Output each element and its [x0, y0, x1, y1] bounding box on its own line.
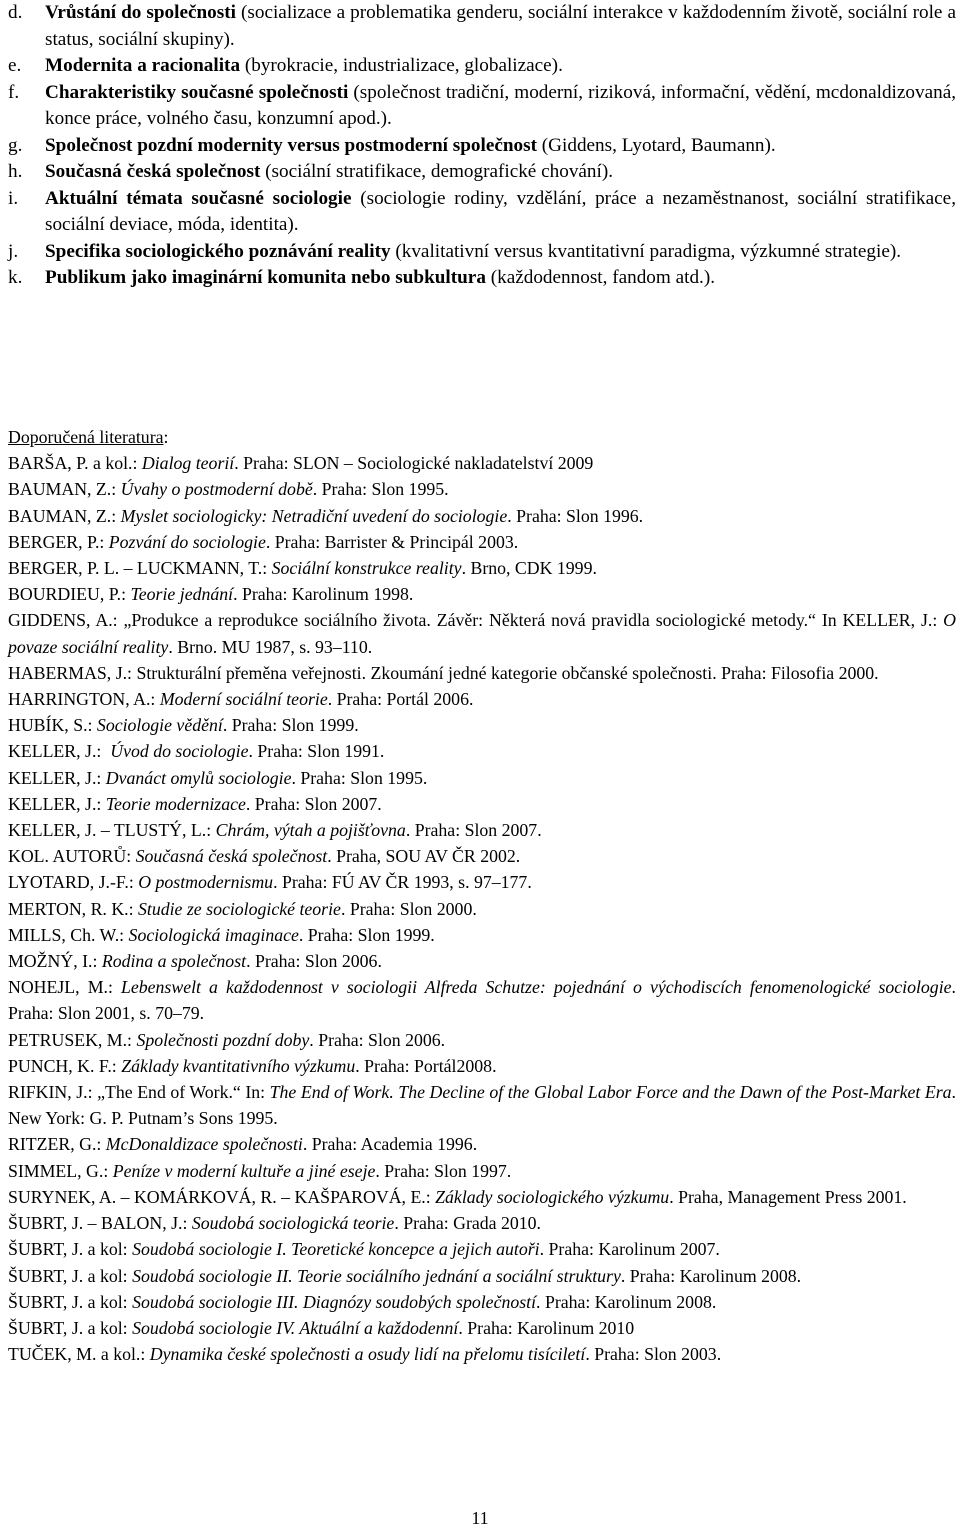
entry-author: BAUMAN, Z.: [8, 479, 121, 500]
topic-list [8, 0, 956, 292]
entry-author: GIDDENS, A.: „Produkce a reprodukce sociálního života. Závěr: Některá nová pravidla sociologické metody.“ In KELLER, J.: [8, 610, 944, 631]
entry-title: Základy kvantitativního výzkumu [121, 1055, 356, 1076]
topic-title: Publikum jako imaginární komunita nebo subkultura [45, 267, 486, 288]
entry-author: MILLS, Ch. W.: [8, 924, 129, 945]
topic-title: Vrůstání do společnosti [45, 2, 236, 23]
entry-author: KELLER, J.: [8, 793, 106, 814]
entry-publication: . Praha: Slon 2006. [246, 951, 382, 972]
entry-author: BERGER, P. L. – LUCKMANN, T.: [8, 558, 272, 579]
entry-title: Lebenswelt a každodennost v sociologii Alfreda Schutze: pojednání o východiscích fenomenologické sociologie [120, 977, 952, 998]
entry-title: Soudobá sociologie II. Teorie sociálního jednání a sociální struktury [132, 1265, 621, 1286]
entry-title: McDonaldizace společnosti [105, 1134, 303, 1155]
topic-item-h [8, 159, 956, 186]
entry-publication: . Praha: Slon 1996. [507, 505, 644, 526]
bibliography-entry [8, 1263, 956, 1289]
entry-author: KOL. AUTORŮ: [8, 846, 136, 867]
topic-item-e [8, 53, 956, 80]
entry-author: BARŠA, P. a kol.: [8, 453, 142, 474]
bibliography-entry [8, 503, 956, 529]
entry-title: Teorie modernizace [105, 793, 246, 814]
entry-author: PETRUSEK, M.: [8, 1029, 137, 1050]
entry-publication: . Praha: Slon 2000. [340, 898, 477, 919]
entry-title: O povaze sociální reality [8, 610, 956, 657]
entry-author: HARRINGTON, A.: [8, 689, 160, 710]
topic-item-g [8, 133, 956, 160]
bibliography-entry [8, 1236, 956, 1262]
bibliography-entry [8, 476, 956, 502]
topic-item-i [8, 186, 956, 239]
literature-heading [8, 424, 956, 450]
entry-author: ŠUBRT, J. a kol: [8, 1291, 133, 1312]
entry-title: Úvahy o postmoderní době [120, 479, 313, 500]
entry-publication: . Praha: Slon 2001, s. 70–79. [8, 977, 956, 1024]
bibliography-entry [8, 869, 956, 895]
bibliography-entry [8, 896, 956, 922]
entry-publication: . Praha: Slon 2007. [405, 820, 542, 841]
bibliography-entry [8, 660, 956, 686]
entry-title: Sociologie vědění [96, 715, 223, 736]
entry-author: SIMMEL, G.: [8, 1160, 113, 1181]
bibliography-entry [8, 1210, 956, 1236]
bibliography-entry [8, 450, 956, 476]
entry-title: Dynamika české společnosti a osudy lidí na přelomu tisíciletí [149, 1344, 586, 1365]
entry-author: KELLER, J. – TLUSTÝ, L.: [8, 820, 216, 841]
bibliography-entry [8, 529, 956, 555]
page-number: 11 [471, 1508, 489, 1528]
entry-author: HUBÍK, S.: [8, 715, 97, 736]
entry-title: Peníze v moderní kultuře a jiné eseje [112, 1160, 376, 1181]
entry-title: Teorie jednání [130, 584, 234, 605]
entry-publication: . Praha: Slon 2007. [245, 793, 382, 814]
topic-title: Aktuální témata současné sociologie [45, 187, 352, 209]
topic-letter: d. [8, 2, 23, 23]
entry-author: BOURDIEU, P.: [8, 584, 131, 605]
topic-letter: k. [8, 267, 23, 288]
entry-publication: . Praha: Slon 2003. [585, 1344, 722, 1365]
topic-description: (kvalitativní versus kvantitativní paradigma, výzkumné strategie). [390, 240, 902, 262]
entry-author: MOŽNÝ, I.: [8, 951, 102, 972]
topic-item-d [8, 0, 956, 53]
entry-publication: . Praha: Karolinum 2007. [539, 1239, 720, 1260]
entry-author: BAUMAN, Z.: [8, 505, 121, 526]
entry-title: Myslet sociologicky: Netradiční uvedení do sociologie [120, 505, 508, 526]
entry-publication: . Praha: Slon 1995. [312, 479, 449, 500]
topic-letter: g. [8, 134, 23, 156]
topic-letter: f. [8, 81, 20, 103]
entry-title: Sociologická imaginace [128, 924, 299, 945]
bibliography-entry [8, 791, 956, 817]
entry-publication: . Brno. MU 1987, s. 93–110. [168, 636, 373, 657]
entry-title: Soudobá sociologie III. Diagnózy soudobých společností [132, 1291, 537, 1312]
bibliography-entry [8, 1315, 956, 1341]
entry-publication: . Praha: Slon 1999. [298, 924, 435, 945]
bibliography-entry [8, 1053, 956, 1079]
entry-publication: . Praha: Portál 2006. [327, 689, 474, 710]
bibliography-entry [8, 555, 956, 581]
entry-author: HABERMAS, J.: Strukturální přeměna veřejnosti. Zkoumání jedné kategorie občanské společnosti. Praha: Filosofia 2000. [8, 662, 879, 683]
bibliography-entry [8, 843, 956, 869]
entry-publication: . Praha: Karolinum 2010 [458, 1317, 635, 1338]
entry-publication: . Praha: Academia 1996. [302, 1134, 478, 1155]
entry-publication: . Brno, CDK 1999. [461, 558, 597, 579]
topic-letter: h. [8, 161, 23, 182]
entry-publication: . Praha: SLON – Sociologické nakladatelství 2009 [234, 453, 594, 474]
entry-author: BERGER, P.: [8, 531, 109, 552]
entry-author: KELLER, J.: [8, 767, 106, 788]
bibliography-entry [8, 1079, 956, 1131]
topic-description: (každodennost, fandom atd.). [485, 267, 716, 288]
topic-title: Modernita a racionalita [45, 55, 241, 76]
bibliography-entry [8, 765, 956, 791]
entry-author: ŠUBRT, J. a kol: [8, 1239, 133, 1260]
bibliography-entry [8, 686, 956, 712]
topic-letter: j. [8, 240, 19, 262]
literature-heading-colon: : [163, 427, 169, 447]
entry-publication: . Praha, Management Press 2001. [669, 1186, 907, 1207]
bibliography-entry [8, 738, 956, 764]
entry-publication: . Praha: Grada 2010. [394, 1213, 541, 1234]
topic-description: (socializace a problematika genderu, sociální interakce v každodenním životě, sociální role a status, sociální skupiny). [45, 2, 956, 50]
entry-title: The End of Work. The Decline of the Global Labor Force and the Dawn of the Post-Market Era [269, 1082, 952, 1103]
entry-author: LYOTARD, J.-F.: [8, 872, 139, 893]
topic-description: (Giddens, Lyotard, Baumann). [536, 134, 776, 156]
topic-letter: e. [8, 55, 22, 76]
entry-publication: . Praha: Slon 1997. [375, 1160, 512, 1181]
entry-author: ŠUBRT, J. – BALON, J.: [8, 1213, 192, 1234]
topic-title: Specifika sociologického poznávání reality [45, 240, 391, 262]
bibliography-entry [8, 922, 956, 948]
entry-author: RITZER, G.: [8, 1134, 106, 1155]
bibliography-entry [8, 948, 956, 974]
topic-letter: i. [8, 187, 19, 209]
entry-title: O postmodernismu [138, 872, 274, 893]
entry-publication: . Praha: Slon 2006. [309, 1029, 446, 1050]
topic-item-f [8, 80, 956, 133]
entry-title: Chrám, výtah a pojišťovna [215, 820, 406, 841]
entry-author: TUČEK, M. a kol.: [8, 1344, 150, 1365]
entry-title: Pozvání do sociologie [108, 531, 266, 552]
bibliography-entry [8, 1341, 956, 1367]
entry-title: Rodina a společnost [101, 951, 247, 972]
entry-publication: . Praha: Portál2008. [355, 1055, 497, 1076]
entry-author: SURYNEK, A. – KOMÁRKOVÁ, R. – KAŠPAROVÁ, E.: [8, 1186, 436, 1207]
bibliography-entry [8, 1027, 956, 1053]
entry-title: Soudobá sociologie IV. Aktuální a každodenní [132, 1317, 459, 1338]
entry-publication: . Praha: Karolinum 1998. [233, 584, 414, 605]
bibliography-entry [8, 1131, 956, 1157]
entry-author: PUNCH, K. F.: [8, 1055, 122, 1076]
topic-title: Charakteristiky současné společnosti [45, 81, 349, 103]
topic-description: (společnost tradiční, moderní, riziková, informační, vědění, mcdonaldizovaná, konce práce, volného času, konzumní apod.). [45, 81, 957, 129]
entry-title: Úvod do sociologie [105, 741, 249, 762]
recommended-literature [8, 424, 956, 1367]
topic-title: Společnost pozdní modernity versus postmoderní společnost [45, 134, 537, 156]
literature-heading-text: Doporučená literatura [8, 427, 164, 447]
topic-description: (sociální stratifikace, demografické chování). [260, 161, 614, 182]
bibliography-entry [8, 1289, 956, 1315]
entry-publication: . Praha: Slon 1999. [222, 715, 359, 736]
bibliography-entry [8, 1158, 956, 1184]
topic-title: Současná česká společnost [45, 161, 261, 182]
bibliography-entry [8, 974, 956, 1026]
entry-title: Společnosti pozdní doby [136, 1029, 310, 1050]
bibliography-entry [8, 817, 956, 843]
entry-publication: . Praha: Karolinum 2008. [536, 1291, 717, 1312]
entry-publication: . Praha: Slon 1991. [248, 741, 385, 762]
bibliography-entry [8, 581, 956, 607]
entry-title: Současná česká společnost [135, 846, 328, 867]
entry-publication: . Praha: Karolinum 2008. [620, 1265, 802, 1286]
bibliography-entry [8, 607, 956, 659]
entry-author: ŠUBRT, J. a kol: [8, 1317, 133, 1338]
topic-item-j [8, 239, 956, 266]
entry-publication: . Praha: Slon 1995. [291, 767, 428, 788]
entry-author: ŠUBRT, J. a kol: [8, 1265, 133, 1286]
bibliography-entry [8, 1184, 956, 1210]
topic-item-k [8, 265, 956, 292]
entry-title: Základy sociologického výzkumu [435, 1186, 670, 1207]
entry-title: Soudobá sociologie I. Teoretické koncepce a jejich autoři [132, 1239, 540, 1260]
entry-author: MERTON, R. K.: [8, 898, 138, 919]
entry-author: KELLER, J.: [8, 741, 106, 762]
entry-title: Sociální konstrukce reality [271, 558, 462, 579]
entry-title: Moderní sociální teorie [159, 689, 328, 710]
entry-author: RIFKIN, J.: „The End of Work.“ In: [8, 1082, 270, 1103]
topic-description: (sociologie rodiny, vzdělání, práce a nezaměstnanost, sociální stratifikace, sociální deviace, móda, identita). [45, 187, 956, 235]
entry-title: Dialog teorií [141, 453, 235, 474]
entry-publication: . New York: G. P. Putnam’s Sons 1995. [8, 1082, 956, 1129]
entry-title: Studie ze sociologické teorie [138, 898, 341, 919]
topic-description: (byrokracie, industrializace, globalizace). [240, 55, 563, 76]
entry-author: NOHEJL, M.: [8, 977, 121, 998]
entry-title: Soudobá sociologická teorie [191, 1213, 395, 1234]
entry-publication: . Praha, SOU AV ČR 2002. [327, 846, 521, 867]
entry-title: Dvanáct omylů sociologie [105, 767, 292, 788]
bibliography-entry [8, 712, 956, 738]
entry-publication: . Praha: FÚ AV ČR 1993, s. 97–177. [273, 872, 532, 893]
entry-publication: . Praha: Barrister & Principál 2003. [265, 531, 519, 552]
